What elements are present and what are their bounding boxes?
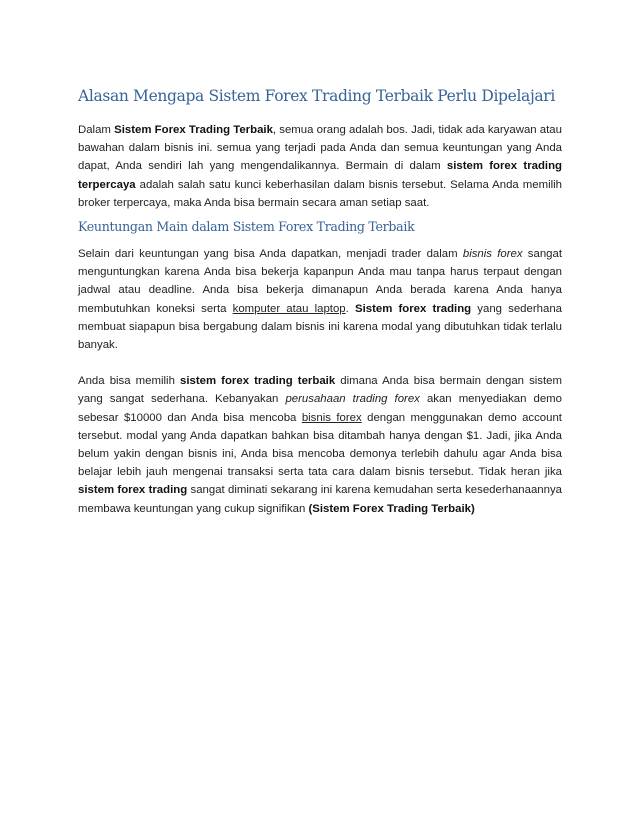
bold-term: sistem forex trading terpercaya xyxy=(78,160,562,191)
text-run: akan menyediakan demo sebesar $10000 dan Anda bisa mencoba xyxy=(78,393,562,424)
bold-term: (Sistem Forex Trading Terbaik) xyxy=(308,502,475,515)
page-title: Alasan Mengapa Sistem Forex Trading Terbaik Perlu Dipelajari xyxy=(78,87,555,105)
text-run: sangat menguntungkan karena Anda bisa bekerja kapanpun Anda mau tanpa harus terpaut dengan jadwal atau deadline. Anda bisa bekerja dimanapun Anda berada karena Anda hanya membutuhkan koneksi serta xyxy=(78,248,562,315)
document-page xyxy=(78,86,562,518)
bold-term: sistem forex trading terbaik xyxy=(180,375,336,388)
text-run: dimana Anda bisa bermain dengan sistem yang sangat sederhana. Kebanyakan xyxy=(78,375,562,406)
bold-term: Sistem Forex Trading Terbaik xyxy=(114,124,273,136)
section-heading: Keuntungan Main dalam Sistem Forex Trading Terbaik xyxy=(78,219,415,235)
paragraph-benefits xyxy=(78,245,562,354)
bold-term: Sistem forex trading xyxy=(354,302,472,315)
paragraph-intro xyxy=(78,121,562,212)
text-run: dengan menggunakan demo account tersebut. modal yang Anda dapatkan bahkan bisa ditambah hanya dengan $1. Jadi, jika Anda belum yakin dengan bisnis ini, Anda bisa mencoba demonya terlebih dahulu agar Anda bisa belajar lebih jauh mengenai transaksi serta tata cara dalam bisnis tersebut. Tidak heran jika xyxy=(78,411,562,479)
link-bisnis-forex[interactable]: bisnis forex xyxy=(301,411,362,424)
italic-term: bisnis forex xyxy=(462,248,523,261)
text-run: sangat diminati sekarang ini karena kemudahan serta kesederhanaannya membawa keuntungan yang cukup signifikan xyxy=(78,484,562,515)
text-run: adalah salah satu kunci keberhasilan dalam bisnis tersebut. Selama Anda memilih broker terpercaya, maka Anda bisa bermain secara aman setiap saat. xyxy=(78,178,562,209)
bold-term: sistem forex trading xyxy=(78,484,188,497)
text-run: , semua orang adalah bos. Jadi, tidak ada karyawan atau bawahan dalam bisnis ini. semua yang terjadi pada Anda dan semua keuntungan yang Anda dapat, Anda sendiri lah yang mengendalikannya. Bermain di dalam xyxy=(78,124,562,173)
text-run: Dalam xyxy=(78,124,115,136)
italic-term: perusahaan trading forex xyxy=(285,393,420,406)
text-run: yang sederhana membuat siapapun bisa bergabung dalam bisnis ini karena modal yang dibutuhkan tidak terlalu banyak. xyxy=(78,302,562,352)
link-komputer-laptop[interactable]: komputer atau laptop xyxy=(232,302,346,315)
text-run: Selain dari keuntungan yang bisa Anda dapatkan, menjadi trader dalam xyxy=(78,248,463,261)
text-run: Anda bisa memilih xyxy=(78,375,180,388)
paragraph-demo xyxy=(78,372,562,518)
text-run: . xyxy=(345,302,355,315)
